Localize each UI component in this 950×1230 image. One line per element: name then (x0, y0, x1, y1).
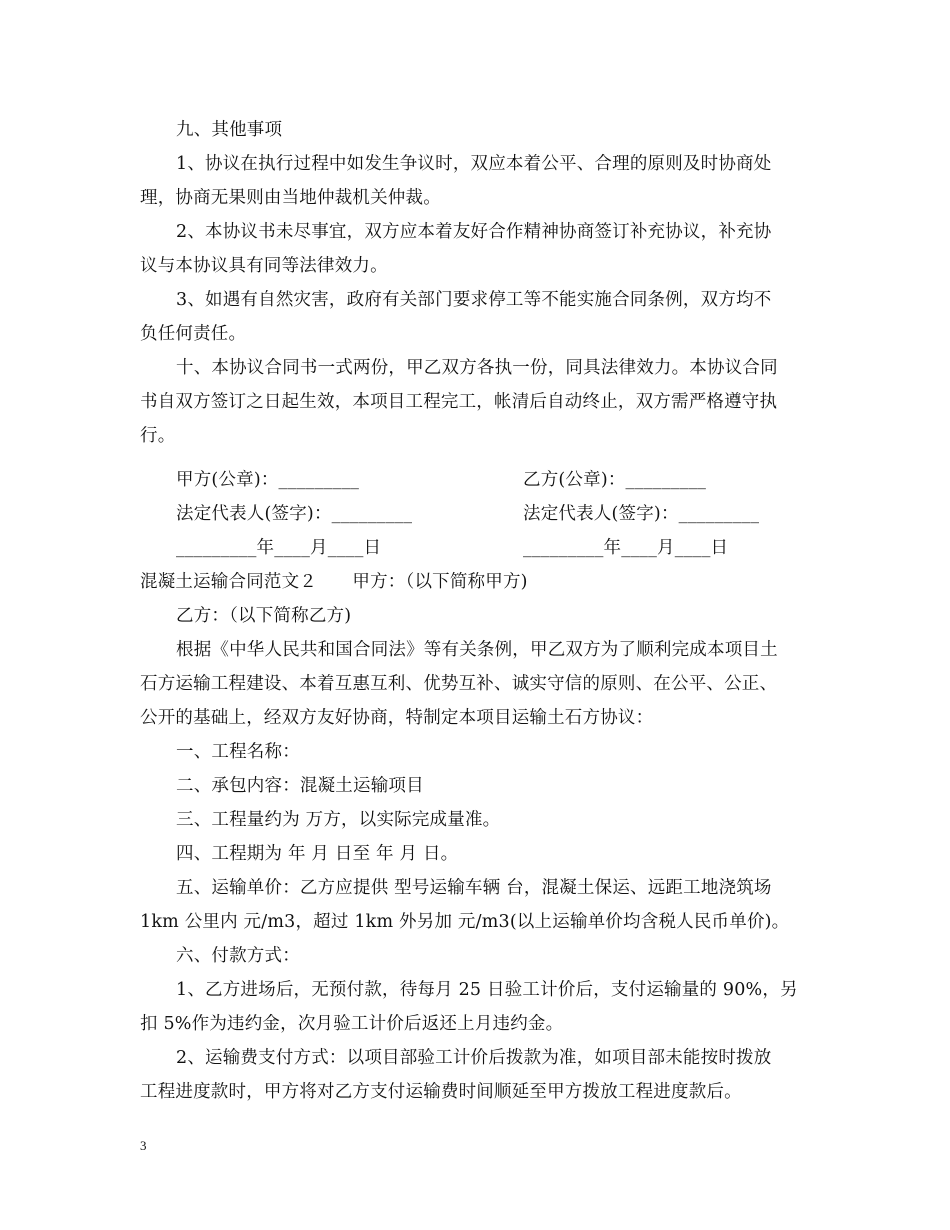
paragraph-line: 工程进度款时，甲方将对乙方支付运输费时间顺延至甲方拨放工程进度款后。 (140, 1082, 742, 1102)
paragraph-line: 理，协商无果则由当地仲裁机关仲裁。 (140, 188, 441, 208)
party-a-representative: 法定代表人(签字)：_________ (176, 504, 413, 524)
party-b-date: _________年____月____日 (523, 538, 729, 558)
paragraph-line: 十、本协议合同书一式两份，甲乙双方各执一份，同具法律效力。本协议合同 (176, 358, 778, 378)
party-a-date: _________年____月____日 (176, 538, 382, 558)
paragraph-line: 书自双方签订之日起生效，本项目工程完工，帐清后自动终止，双方需严格遵守执 (140, 392, 778, 412)
clause-4: 四、工程期为 年 月 日至 年 月 日。 (176, 844, 459, 864)
paragraph-line: 负任何责任。 (140, 324, 247, 344)
contract-title-line: 混凝土运输合同范文２ 甲方：（以下简称甲方) (140, 572, 528, 592)
paragraph-line: 1、协议在执行过程中如发生争议时，双应本着公平、合理的原则及时协商处 (176, 154, 772, 174)
paragraph-line: 公开的基础上，经双方友好协商，特制定本项目运输土石方协议： (140, 708, 654, 728)
section-heading-9: 九、其他事项 (176, 120, 283, 140)
party-a-seal: 甲方(公章)：_________ (176, 470, 360, 490)
paragraph-line: 1km 公里内 元/m3，超过 1km 外另加 元/m3(以上运输单价均含税人民币单价)。 (140, 912, 790, 932)
party-b-line: 乙方：（以下简称乙方) (176, 606, 352, 626)
paragraph-line: 1、乙方进场后，无预付款，待每月 25 日验工计价后，支付运输量的 90%，另 (176, 980, 798, 1000)
paragraph-line: 2、运输费支付方式：以项目部验工计价后拨款为准，如项目部未能按时拨放 (176, 1048, 772, 1068)
paragraph-line: 行。 (140, 426, 176, 446)
clause-6: 六、付款方式： (176, 946, 300, 966)
paragraph-line: 议与本协议具有同等法律效力。 (140, 256, 388, 276)
clause-5: 五、运输单价：乙方应提供 型号运输车辆 台，混凝土保运、远距工地浇筑场 (176, 878, 772, 898)
paragraph-line: 3、如遇有自然灾害，政府有关部门要求停工等不能实施合同条例，双方均不 (176, 290, 772, 310)
party-b-seal: 乙方(公章)：_________ (523, 470, 707, 490)
clause-3: 三、工程量约为 万方，以实际完成量准。 (176, 810, 501, 830)
paragraph-line: 石方运输工程建设、本着互惠互利、优势互补、诚实守信的原则、在公平、公正、 (140, 674, 778, 694)
paragraph-line: 扣 5%作为违约金，次月验工计价后返还上月违约金。 (140, 1014, 564, 1034)
page-number: 3 (140, 1138, 147, 1153)
paragraph-line: 根据《中华人民共和国合同法》等有关条例，甲乙双方为了顺利完成本项目土 (176, 640, 778, 660)
paragraph-line: 2、本协议书未尽事宜，双方应本着友好合作精神协商签订补充协议，补充协 (176, 222, 772, 242)
clause-1: 一、工程名称： (176, 742, 300, 762)
clause-2: 二、承包内容：混凝土运输项目 (176, 776, 424, 796)
party-b-representative: 法定代表人(签字)：_________ (523, 504, 760, 524)
